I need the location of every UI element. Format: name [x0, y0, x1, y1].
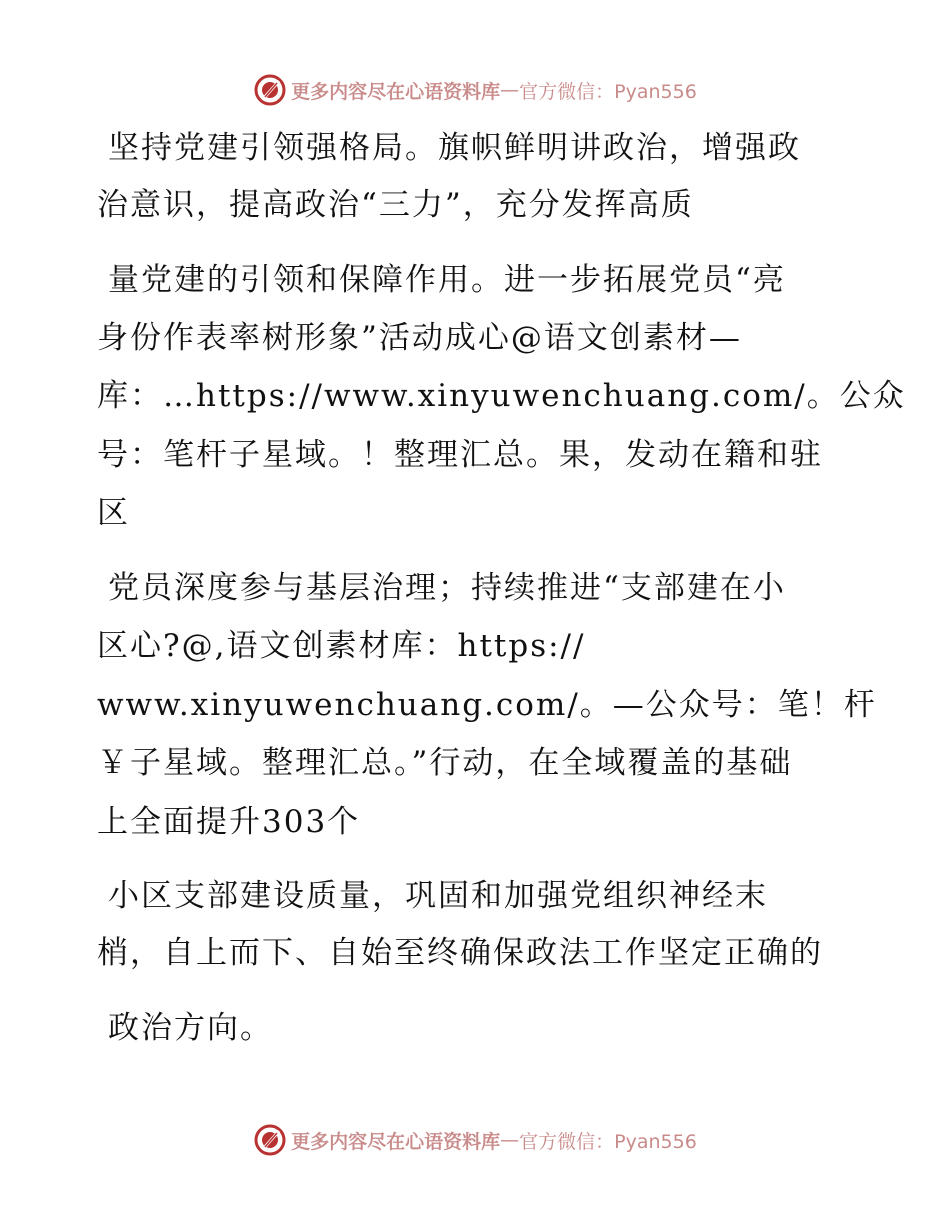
body-line: 坚持党建引领强格局。旗帜鲜明讲政治，增强政 — [108, 130, 801, 166]
body-line: 小区支部建设质量，巩固和加强党组织神经末 — [108, 878, 768, 914]
header-wechat: 官方微信：Pyan556 — [519, 80, 697, 103]
logo-icon — [253, 1123, 287, 1157]
body-line: 区心?@,语文创素材库：https:// — [97, 628, 586, 664]
body-line: 区 — [97, 495, 130, 531]
footer-banner — [0, 1120, 950, 1160]
body-line: 库：…https://www.xinyuwenchuang.com/。公众 — [97, 378, 906, 414]
body-line: 治意识，提高政治“三力”，充分发挥高质 — [97, 187, 694, 223]
body-line: 梢，自上而下、自始至终确保政法工作坚定正确的 — [97, 935, 823, 971]
body-line: www.xinyuwenchuang.com/。—公众号：笔！杆 — [97, 687, 877, 723]
body-line: 党员深度参与基层治理；持续推进“支部建在小 — [108, 570, 786, 606]
body-line: 政治方向。 — [108, 1010, 273, 1046]
body-line: 上全面提升303个 — [97, 804, 361, 840]
header-banner — [0, 70, 950, 110]
logo-icon — [253, 73, 287, 107]
body-line: 量党建的引领和保障作用。进一步拓展党员“亮 — [108, 262, 786, 298]
footer-dash: — — [500, 1129, 520, 1151]
body-line: ￥子星域。整理汇总。”行动，在全域覆盖的基础 — [97, 745, 793, 781]
header-text: 更多内容尽在心语资料库 — [291, 80, 501, 103]
footer-wechat: 官方微信：Pyan556 — [519, 1130, 697, 1153]
footer-text: 更多内容尽在心语资料库 — [291, 1130, 501, 1153]
body-line: 号：笔杆子星域。！整理汇总。果，发动在籍和驻 — [97, 437, 823, 473]
body-line: 身份作表率树形象”活动成心@语文创素材— — [97, 320, 742, 356]
header-dash: — — [500, 79, 520, 101]
